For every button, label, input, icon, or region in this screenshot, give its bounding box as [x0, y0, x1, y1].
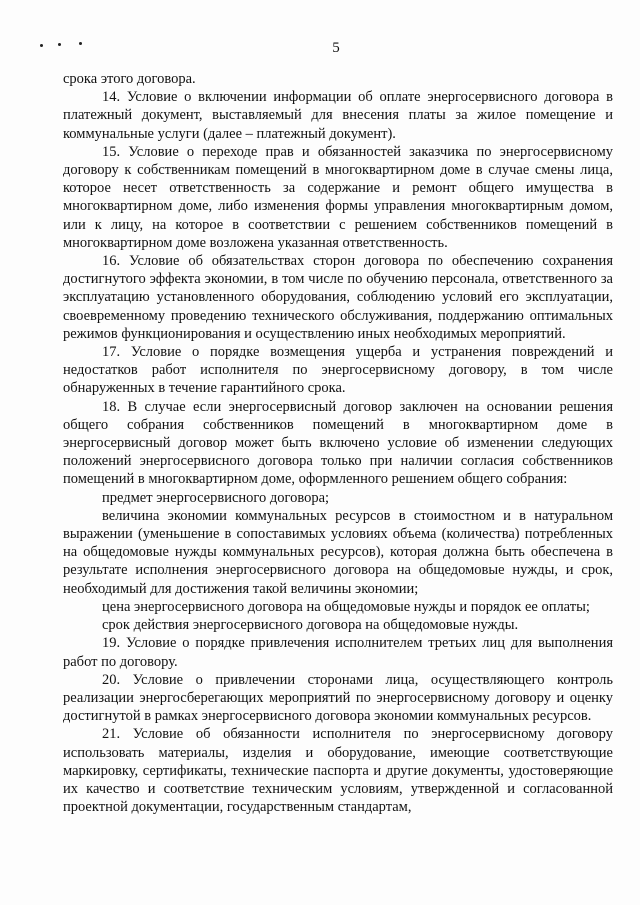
page-number: 5: [332, 40, 340, 56]
paragraph-18: 18. В случае если энергосервисный договор заключен на основании решения общего собрания собственников помещений в многоквартирном доме в энергосервисный договор может быть включено условие об изменении следующих положений энергосервисного договора только при наличии согласия собственников помещений в многоквартирном доме, оформленного решением общего собрания:: [63, 398, 613, 488]
list-item-term: срок действия энергосервисного договора на общедомовые нужды.: [102, 617, 519, 634]
paragraph-15: 15. Условие о переходе прав и обязанностей заказчика по энергосервисному договору к собственникам помещений в многоквартирном доме в случае смены лица, которое несет ответственность за содержание и ремонт общего имущества в многоквартирном доме, либо изменения формы управления многоквартирным домом, или к лицу, на которое в соответствии с решением собственников помещений в многоквартирном доме возложена указанная ответственность.: [63, 143, 613, 251]
list-item-savings: величина экономии коммунальных ресурсов в стоимостном и в натуральном выражении (уменьшение в сопоставимых условиях объема (количества) потребленных на общедомовые нужды коммунальных ресурсов), которая должна быть обеспечена в результате исполнения энергосервисного договора на общедомовые нужды, и срок, необходимый для достижения такой величины экономии;: [63, 507, 613, 597]
paragraph-14: 14. Условие о включении информации об оплате энергосервисного договора в платежный документ, выставляемый для внесения платы за жилое помещение и коммунальные услуги (далее – платежный документ).: [63, 89, 613, 142]
list-item-price: цена энергосервисного договора на общедомовые нужды и порядок ее оплаты;: [102, 598, 590, 615]
paragraph-21: 21. Условие об обязанности исполнителя по энергосервисному договору использовать материалы, изделия и оборудование, имеющие соответствующие маркировку, сертификаты, технические паспорта и другие документы, удостоверяющие их качество и соответствие техническим условиям, утвержденной и согласованной проектной документации, государственным стандартам,: [63, 726, 613, 816]
paragraph-20: 20. Условие о привлечении сторонами лица, осуществляющего контроль реализации энергосберегающих мероприятий по энергосервисному договору и оценку достигнутой в рамках энергосервисного договора экономии коммунальных ресурсов.: [63, 671, 613, 725]
document-body: [63, 70, 613, 816]
paragraph-19: 19. Условие о порядке привлечения исполнителем третьих лиц для выполнения работ по договору.: [63, 635, 613, 670]
paragraph-continuation: срока этого договора.: [63, 71, 196, 87]
paragraph-16: 16. Условие об обязательствах сторон договора по обеспечению сохранения достигнутого эффекта экономии, в том числе по обучению персонала, ответственного за эксплуатацию установленного оборудования, соблюдению условий его эксплуатации, своевременному проведению технического обслуживания, поддержанию оптимальных режимов функционирования и осуществлению иных необходимых мероприятий.: [63, 253, 613, 342]
list-item-subject: предмет энергосервисного договора;: [102, 489, 330, 506]
paragraph-17: 17. Условие о порядке возмещения ущерба и устранения повреждений и недостатков работ исполнителя по энергосервисному договору, в том числе обнаруженных в течение гарантийного срока.: [63, 344, 613, 397]
